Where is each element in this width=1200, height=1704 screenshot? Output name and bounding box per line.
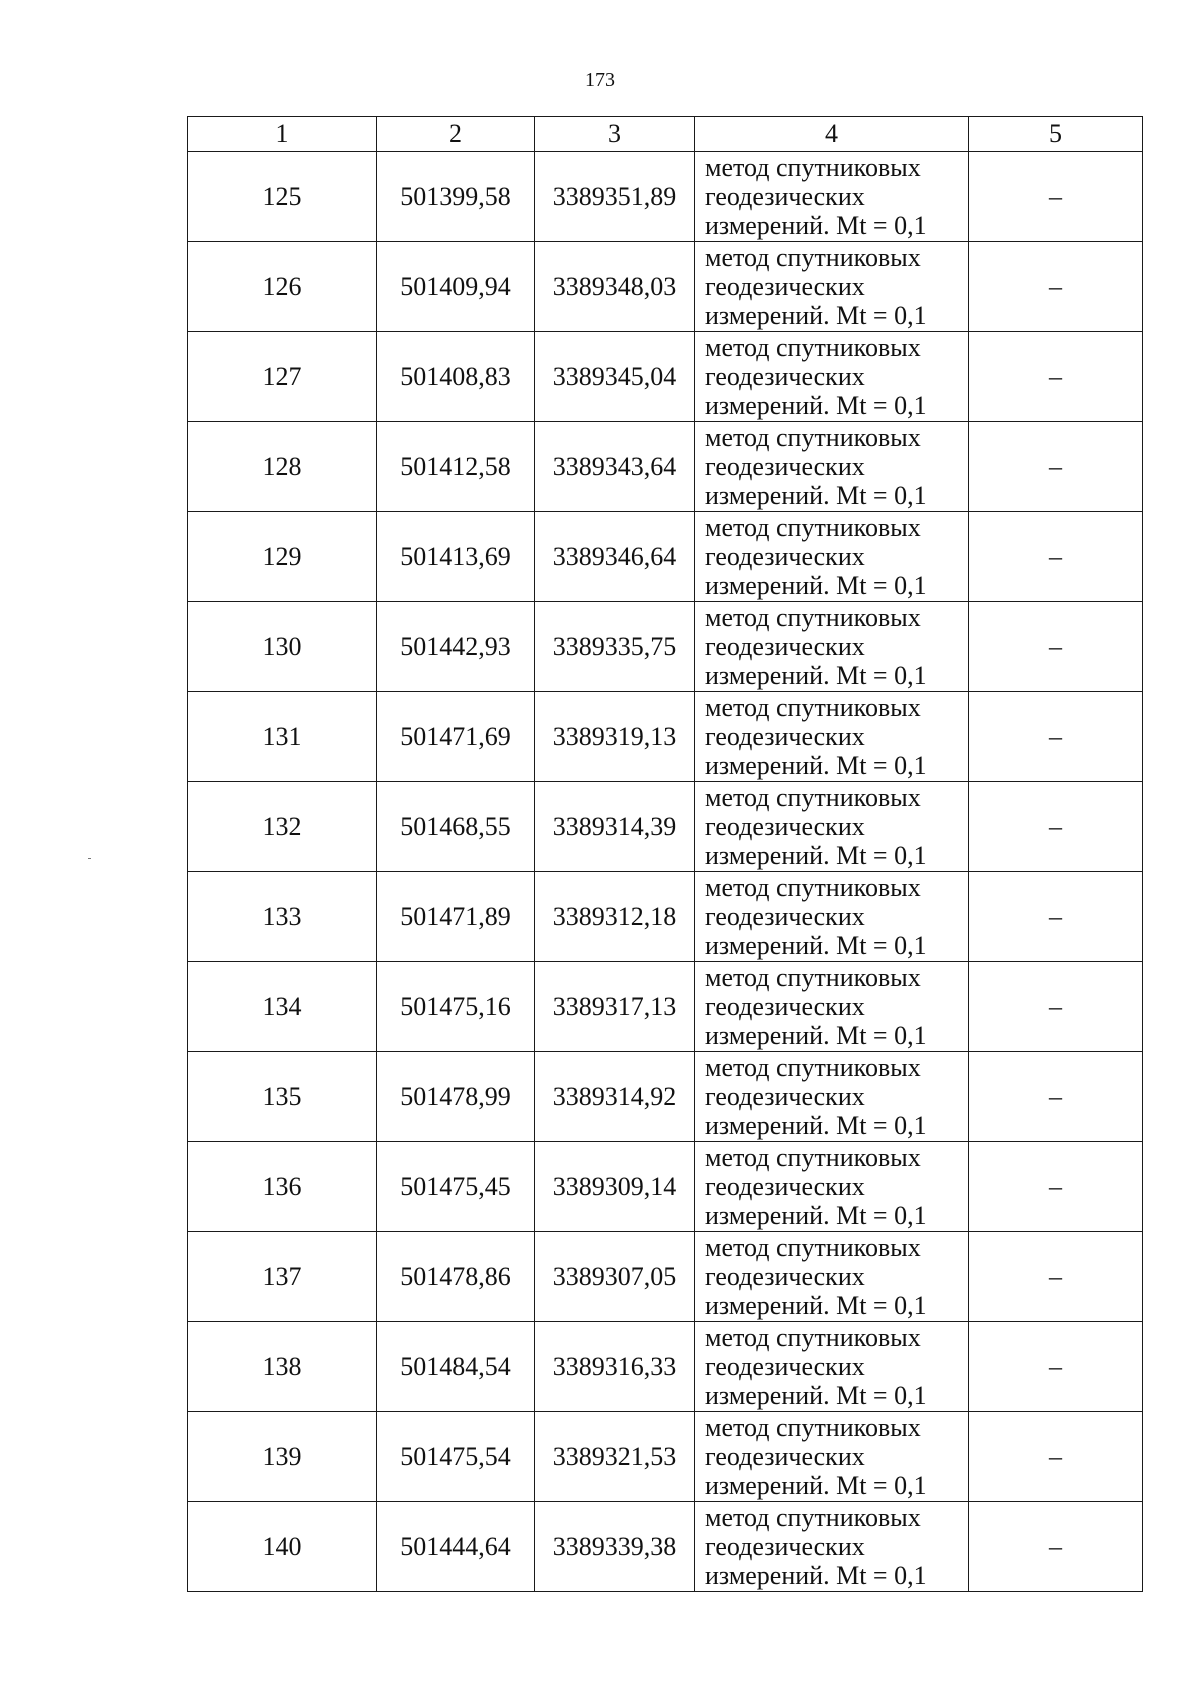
point-number-cell: 134 xyxy=(188,962,377,1052)
empty-value-dash: – xyxy=(969,1412,1143,1502)
x-coordinate-cell: 501412,58 xyxy=(377,422,535,512)
method-cell xyxy=(695,602,969,692)
y-coordinate-cell: 3389348,03 xyxy=(535,242,695,332)
y-coordinate-cell: 3389343,64 xyxy=(535,422,695,512)
column-header: 1 xyxy=(188,117,377,152)
y-coordinate-cell: 3389309,14 xyxy=(535,1142,695,1232)
x-coordinate-cell: 501475,16 xyxy=(377,962,535,1052)
method-text-line: измерений. Mt = 0,1 xyxy=(705,1561,927,1590)
table-row xyxy=(188,602,1143,692)
point-number-cell: 138 xyxy=(188,1322,377,1412)
empty-value-dash: – xyxy=(969,692,1143,782)
method-text-line: геодезических xyxy=(705,992,865,1021)
y-coordinate-cell: 3389317,13 xyxy=(535,962,695,1052)
method-text-line: метод спутниковых xyxy=(705,603,921,632)
method-text-line: измерений. Mt = 0,1 xyxy=(705,1381,927,1410)
method-text-line: измерений. Mt = 0,1 xyxy=(705,1291,927,1320)
empty-value-dash: – xyxy=(969,1052,1143,1142)
table-body xyxy=(188,152,1143,1592)
coordinates-table xyxy=(187,116,1143,1592)
method-text-line: метод спутниковых xyxy=(705,1053,921,1082)
method-text-line: измерений. Mt = 0,1 xyxy=(705,1021,927,1050)
x-coordinate-cell: 501475,54 xyxy=(377,1412,535,1502)
column-header: 5 xyxy=(969,117,1143,152)
method-text-line: геодезических xyxy=(705,1352,865,1381)
x-coordinate-cell: 501471,69 xyxy=(377,692,535,782)
method-text-line: геодезических xyxy=(705,1082,865,1111)
table-row xyxy=(188,1502,1143,1592)
table-row xyxy=(188,692,1143,782)
method-text-line: геодезических xyxy=(705,272,865,301)
method-cell xyxy=(695,1412,969,1502)
method-cell xyxy=(695,422,969,512)
point-number-cell: 129 xyxy=(188,512,377,602)
point-number-cell: 130 xyxy=(188,602,377,692)
column-header: 4 xyxy=(695,117,969,152)
method-cell xyxy=(695,782,969,872)
y-coordinate-cell: 3389335,75 xyxy=(535,602,695,692)
empty-value-dash: – xyxy=(969,512,1143,602)
point-number-cell: 127 xyxy=(188,332,377,422)
method-text-line: измерений. Mt = 0,1 xyxy=(705,211,927,240)
method-text-line: измерений. Mt = 0,1 xyxy=(705,391,927,420)
method-cell xyxy=(695,1142,969,1232)
empty-value-dash: – xyxy=(969,1232,1143,1322)
method-text-line: метод спутниковых xyxy=(705,423,921,452)
table-row xyxy=(188,1052,1143,1142)
table-row xyxy=(188,872,1143,962)
empty-value-dash: – xyxy=(969,962,1143,1052)
empty-value-dash: – xyxy=(969,1322,1143,1412)
y-coordinate-cell: 3389339,38 xyxy=(535,1502,695,1592)
point-number-cell: 131 xyxy=(188,692,377,782)
empty-value-dash: – xyxy=(969,1502,1143,1592)
method-text-line: метод спутниковых xyxy=(705,783,921,812)
method-text-line: измерений. Mt = 0,1 xyxy=(705,661,927,690)
x-coordinate-cell: 501471,89 xyxy=(377,872,535,962)
method-text-line: метод спутниковых xyxy=(705,1323,921,1352)
empty-value-dash: – xyxy=(969,782,1143,872)
method-cell xyxy=(695,332,969,422)
method-cell xyxy=(695,692,969,782)
x-coordinate-cell: 501399,58 xyxy=(377,152,535,242)
method-cell xyxy=(695,962,969,1052)
method-text-line: метод спутниковых xyxy=(705,243,921,272)
method-cell xyxy=(695,872,969,962)
method-text-line: измерений. Mt = 0,1 xyxy=(705,571,927,600)
x-coordinate-cell: 501484,54 xyxy=(377,1322,535,1412)
x-coordinate-cell: 501478,86 xyxy=(377,1232,535,1322)
y-coordinate-cell: 3389346,64 xyxy=(535,512,695,602)
method-text-line: геодезических xyxy=(705,722,865,751)
empty-value-dash: – xyxy=(969,332,1143,422)
method-text-line: метод спутниковых xyxy=(705,153,921,182)
point-number-cell: 133 xyxy=(188,872,377,962)
page-number: 173 xyxy=(585,69,615,91)
method-text-line: измерений. Mt = 0,1 xyxy=(705,931,927,960)
method-cell xyxy=(695,1052,969,1142)
method-text-line: измерений. Mt = 0,1 xyxy=(705,751,927,780)
method-text-line: метод спутниковых xyxy=(705,873,921,902)
method-text-line: метод спутниковых xyxy=(705,1413,921,1442)
method-text-line: метод спутниковых xyxy=(705,513,921,542)
table-header-row xyxy=(188,117,1143,152)
point-number-cell: 136 xyxy=(188,1142,377,1232)
y-coordinate-cell: 3389314,39 xyxy=(535,782,695,872)
point-number-cell: 135 xyxy=(188,1052,377,1142)
point-number-cell: 139 xyxy=(188,1412,377,1502)
x-coordinate-cell: 501413,69 xyxy=(377,512,535,602)
y-coordinate-cell: 3389345,04 xyxy=(535,332,695,422)
y-coordinate-cell: 3389321,53 xyxy=(535,1412,695,1502)
method-text-line: геодезических xyxy=(705,902,865,931)
y-coordinate-cell: 3389319,13 xyxy=(535,692,695,782)
method-text-line: геодезических xyxy=(705,182,865,211)
empty-value-dash: – xyxy=(969,242,1143,332)
empty-value-dash: – xyxy=(969,152,1143,242)
method-text-line: геодезических xyxy=(705,1442,865,1471)
method-text-line: метод спутниковых xyxy=(705,693,921,722)
method-text-line: метод спутниковых xyxy=(705,963,921,992)
point-number-cell: 126 xyxy=(188,242,377,332)
table-row xyxy=(188,242,1143,332)
empty-value-dash: – xyxy=(969,602,1143,692)
point-number-cell: 128 xyxy=(188,422,377,512)
method-text-line: метод спутниковых xyxy=(705,1233,921,1262)
y-coordinate-cell: 3389351,89 xyxy=(535,152,695,242)
y-coordinate-cell: 3389314,92 xyxy=(535,1052,695,1142)
y-coordinate-cell: 3389307,05 xyxy=(535,1232,695,1322)
method-cell xyxy=(695,512,969,602)
method-text-line: метод спутниковых xyxy=(705,1503,921,1532)
scan-artifact xyxy=(88,858,91,859)
table-row xyxy=(188,782,1143,872)
table-row xyxy=(188,422,1143,512)
method-text-line: геодезических xyxy=(705,1172,865,1201)
x-coordinate-cell: 501408,83 xyxy=(377,332,535,422)
method-text-line: геодезических xyxy=(705,1532,865,1561)
x-coordinate-cell: 501409,94 xyxy=(377,242,535,332)
table-row xyxy=(188,1232,1143,1322)
method-text-line: измерений. Mt = 0,1 xyxy=(705,1201,927,1230)
x-coordinate-cell: 501442,93 xyxy=(377,602,535,692)
method-text-line: геодезических xyxy=(705,1262,865,1291)
method-text-line: геодезических xyxy=(705,362,865,391)
method-text-line: метод спутниковых xyxy=(705,1143,921,1172)
method-text-line: геодезических xyxy=(705,452,865,481)
table-row xyxy=(188,962,1143,1052)
point-number-cell: 125 xyxy=(188,152,377,242)
x-coordinate-cell: 501475,45 xyxy=(377,1142,535,1232)
method-cell xyxy=(695,1322,969,1412)
method-text-line: измерений. Mt = 0,1 xyxy=(705,1111,927,1140)
table-row xyxy=(188,332,1143,422)
table-row xyxy=(188,1142,1143,1232)
method-text-line: измерений. Mt = 0,1 xyxy=(705,301,927,330)
y-coordinate-cell: 3389312,18 xyxy=(535,872,695,962)
table-row xyxy=(188,1322,1143,1412)
method-text-line: измерений. Mt = 0,1 xyxy=(705,1471,927,1500)
x-coordinate-cell: 501444,64 xyxy=(377,1502,535,1592)
empty-value-dash: – xyxy=(969,872,1143,962)
x-coordinate-cell: 501478,99 xyxy=(377,1052,535,1142)
point-number-cell: 137 xyxy=(188,1232,377,1322)
method-cell xyxy=(695,152,969,242)
method-text-line: геодезических xyxy=(705,632,865,661)
table-row xyxy=(188,512,1143,602)
method-text-line: геодезических xyxy=(705,812,865,841)
point-number-cell: 132 xyxy=(188,782,377,872)
method-text-line: измерений. Mt = 0,1 xyxy=(705,481,927,510)
empty-value-dash: – xyxy=(969,422,1143,512)
point-number-cell: 140 xyxy=(188,1502,377,1592)
column-header: 2 xyxy=(377,117,535,152)
method-text-line: геодезических xyxy=(705,542,865,571)
y-coordinate-cell: 3389316,33 xyxy=(535,1322,695,1412)
method-cell xyxy=(695,1232,969,1322)
method-cell xyxy=(695,1502,969,1592)
table-row xyxy=(188,152,1143,242)
empty-value-dash: – xyxy=(969,1142,1143,1232)
method-cell xyxy=(695,242,969,332)
method-text-line: метод спутниковых xyxy=(705,333,921,362)
x-coordinate-cell: 501468,55 xyxy=(377,782,535,872)
table-row xyxy=(188,1412,1143,1502)
column-header: 3 xyxy=(535,117,695,152)
method-text-line: измерений. Mt = 0,1 xyxy=(705,841,927,870)
